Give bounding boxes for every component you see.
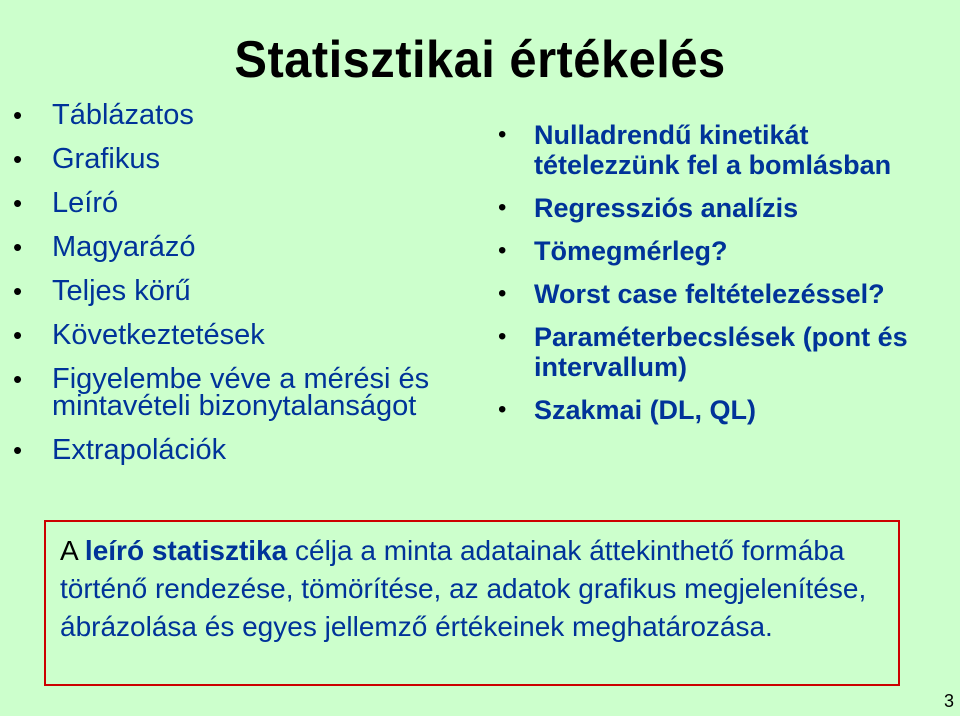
list-item [10,434,430,466]
right-bullet-list [492,120,952,438]
summary-lead: A [60,535,78,566]
bullet-icon: • [498,237,507,264]
list-item [492,322,952,382]
list-item-text: Nulladrendű kinetikát tételezzünk fel a bomlásban [534,120,892,180]
list-item-text: Szakmai (DL, QL) [534,395,757,425]
bullet-icon: • [498,323,507,350]
list-item-text: Tömegmérleg? [534,236,728,266]
bullet-icon: • [498,280,507,307]
bullet-icon: • [13,100,23,130]
list-item-text: Táblázatos [52,99,194,131]
summary-box [44,520,900,686]
list-item [492,395,952,425]
slide-title: Statisztikai értékelés [234,31,726,89]
left-bullet-list [10,99,430,481]
bullet-icon: • [13,320,23,350]
list-item [10,187,430,219]
list-item [492,193,952,223]
list-item [10,231,430,263]
bullet-icon: • [13,188,23,218]
list-item-text: Extrapolációk [52,434,227,466]
list-item [492,236,952,266]
summary-rest: célja a minta adatainak áttekinthető formába történő rendezése, tömörítése, az adatok grafikus megjelenítése, ábrázolása és egyes jellemző értékeinek meghatározása. [60,535,867,642]
list-item [492,120,952,180]
list-item-text: Grafikus [52,143,160,175]
bullet-icon: • [498,194,507,221]
list-item-text: Teljes körű [52,275,191,307]
list-item-text: Leíró [52,187,119,219]
list-item-text: Magyarázó [52,231,196,263]
list-item-text: Regressziós analízis [534,193,799,223]
list-item [10,363,430,422]
summary-term: leíró statisztika [84,535,288,566]
bullet-icon: • [13,364,23,394]
bullet-icon: • [498,121,507,148]
list-item [10,143,430,175]
bullet-icon: • [13,435,23,465]
page-number: 3 [943,691,954,711]
list-item [492,279,952,309]
list-item [10,99,430,131]
list-item-text: Worst case feltételezéssel? [534,279,885,309]
bullet-icon: • [498,396,507,423]
list-item-text: Következtetések [52,319,265,351]
list-item [10,319,430,351]
summary-paragraph [60,532,890,646]
bullet-icon: • [13,144,23,174]
list-item [10,275,430,307]
list-item-text: Paraméterbecslések (pont és intervallum) [534,322,908,382]
bullet-icon: • [13,232,23,262]
list-item-text: Figyelembe véve a mérési és mintavételi bizonytalanságot [52,363,430,422]
bullet-icon: • [13,276,23,306]
